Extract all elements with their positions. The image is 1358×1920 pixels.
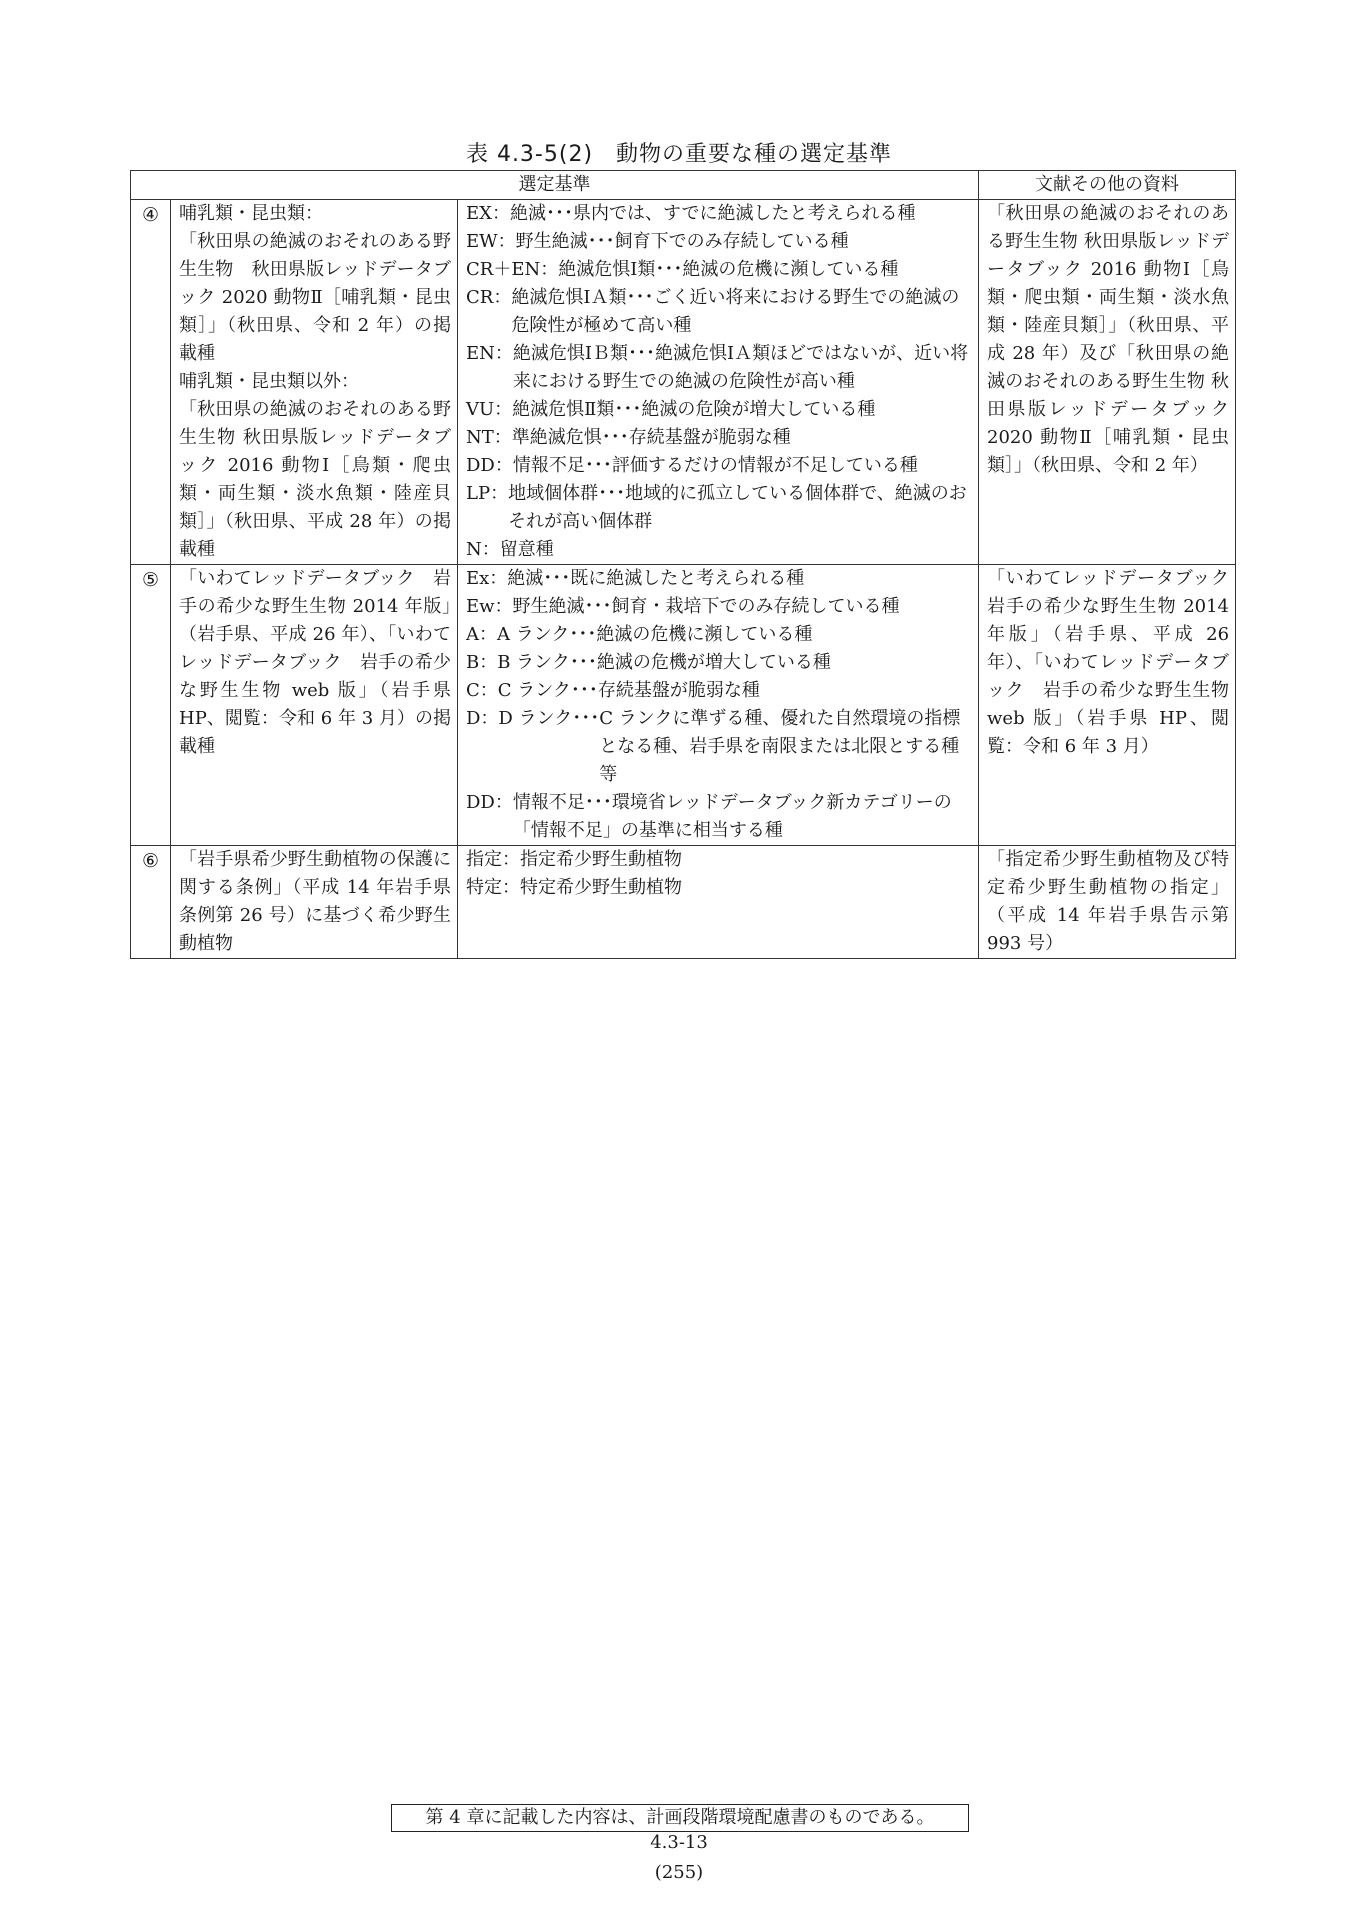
row-number: ⑥ [131, 846, 171, 959]
row-number: ④ [131, 200, 171, 565]
category-code: LP： [466, 483, 509, 504]
category-desc: 絶滅危惧Ⅰ類･･･絶滅の危機に瀕している種 [558, 259, 899, 280]
law-text: 哺乳類・昆虫類以外： [179, 371, 359, 392]
category-code: 特定： [466, 877, 520, 898]
category-code: C： [466, 680, 498, 701]
page-number: 4.3-13 [650, 1832, 708, 1853]
category-item [466, 256, 972, 284]
category-desc: 情報不足･･･評価するだけの情報が不足している種 [512, 455, 918, 476]
category-desc: 野生絶滅･･･飼育・栽培下でのみ存続している種 [512, 596, 900, 617]
category-item [466, 593, 972, 621]
table-row [131, 565, 1236, 846]
category-item [466, 536, 972, 564]
law-text: 「秋田県の絶滅のおそれのある野生生物 秋田県版レッドデータブック 2020 動物Ⅱ［哺乳類・昆虫類］」（秋田県、令和 2 年）の掲載種 [179, 231, 451, 364]
category-item [466, 874, 972, 902]
law-text: 「秋田県の絶滅のおそれのある野生生物 秋田県版レッドデータブック 2016 動物Ⅰ［鳥類・爬虫類・両生類・淡水魚類・陸産貝類］」（秋田県、平成 28 年）の掲載種 [179, 399, 451, 560]
category-desc: 準絶滅危惧･･･存続基盤が脆弱な種 [511, 427, 791, 448]
category-desc: 指定希少野生動植物 [520, 849, 682, 870]
category-code: DD： [466, 455, 513, 476]
reference-cell: 「指定希少野生動植物及び特定希少野生動植物の指定」（平成 14 年岩手県告示第 993 号） [979, 846, 1236, 959]
category-code: CR： [466, 287, 512, 308]
category-desc: A ランク･･･絶滅の危機に瀕している種 [497, 624, 813, 645]
row-number: ⑤ [131, 565, 171, 846]
table-title: 表 4.3-5(2) 動物の重要な種の選定基準 [465, 142, 893, 167]
category-desc: 絶滅･･･既に絶滅したと考えられる種 [507, 568, 805, 589]
table-header-row [131, 171, 1236, 200]
category-code: DD： [466, 792, 513, 813]
category-code: N： [466, 539, 500, 560]
category-item [466, 621, 972, 649]
law-text: 哺乳類・昆虫類： [179, 203, 323, 224]
category-desc: 情報不足･･･環境省レッドデータブック新カテゴリーの「情報不足」の基準に相当する種 [512, 792, 952, 841]
category-item [466, 396, 972, 424]
category-desc: 絶滅危惧ⅠＡ類･･･ごく近い将来における野生での絶滅の危険性が極めて高い種 [511, 287, 960, 336]
category-code: 指定： [466, 849, 520, 870]
law-cell [171, 200, 458, 565]
selection-criteria-table [130, 170, 1248, 959]
category-item [466, 284, 972, 340]
categories-cell [458, 565, 979, 846]
category-code: D：D ランク･･･ [466, 708, 600, 729]
category-item [466, 649, 972, 677]
category-code: EX： [466, 203, 510, 224]
category-code: NT： [466, 427, 512, 448]
category-desc: C ランク･･･存続基盤が脆弱な種 [497, 680, 760, 701]
table-row [131, 846, 1236, 959]
reference-cell: 「いわてレッドデータブック 岩手の希少な野生生物 2014 年版」（岩手県、平成 26 年）、「いわてレッドデータブック 岩手の希少な野生生物 web 版」（岩手県 HP、閲覧：令和 6 年 3 月） [979, 565, 1236, 846]
category-item [466, 565, 972, 593]
category-desc: 絶滅危惧Ⅱ類･･･絶滅の危険が増大している種 [512, 399, 876, 420]
category-item [466, 846, 972, 874]
category-item [466, 705, 972, 789]
category-code: EN： [466, 343, 513, 364]
category-item [466, 200, 972, 228]
category-code: A： [466, 624, 497, 645]
category-item [466, 228, 972, 256]
category-desc: 地域個体群･･･地域的に孤立している個体群で、絶滅のおそれが高い個体群 [508, 483, 967, 532]
category-code: B： [466, 652, 498, 673]
category-item [466, 677, 972, 705]
law-cell [171, 846, 458, 959]
category-code: Ew： [466, 596, 513, 617]
category-code: CR＋EN： [466, 259, 559, 280]
page-sequence: (255) [654, 1862, 704, 1883]
category-desc: 絶滅危惧ⅠＢ類･･･絶滅危惧ⅠＡ類ほどではないが、近い将来における野生での絶滅の危険性が高い種 [512, 343, 969, 392]
category-code: EW： [466, 231, 516, 252]
law-text: 「岩手県希少野生動植物の保護に関する条例」（平成 14 年岩手県条例第 26 号）に基づく希少野生動植物 [179, 849, 451, 954]
category-item [466, 789, 972, 845]
category-desc: 特定希少野生動植物 [520, 877, 682, 898]
header-references: 文献その他の資料 [979, 171, 1236, 200]
categories-cell [458, 846, 979, 959]
category-desc: 留意種 [499, 539, 554, 560]
footer-note: 第 4 章に記載した内容は、計画段階環境配慮書のものである。 [391, 1804, 969, 1832]
law-cell [171, 565, 458, 846]
category-code: Ex： [466, 568, 508, 589]
header-criteria: 選定基準 [131, 171, 979, 200]
reference-cell: 「秋田県の絶滅のおそれのある野生生物 秋田県版レッドデータブック 2016 動物Ⅰ［鳥類・爬虫類・両生類・淡水魚類・陸産貝類］」（秋田県、平成 28 年）及び「秋田県の絶滅のおそれのある野生生物 秋田県版レッドデータブック 2020 動物Ⅱ［哺乳類・昆虫類］」（秋田県、令和 2 年） [979, 200, 1236, 565]
category-item [466, 424, 972, 452]
law-text: 「いわてレッドデータブック 岩手の希少な野生生物 2014 年版」（岩手県、平成 26 年）、「いわてレッドデータブック 岩手の希少な野生生物 web 版」（岩手県 HP、閲覧：令和 6 年 3 月）の掲載種 [179, 568, 451, 757]
category-desc: 絶滅･･･県内では、すでに絶滅したと考えられる種 [509, 203, 916, 224]
category-item [466, 340, 972, 396]
category-desc: C ランクに準ずる種、優れた自然環境の指標となる種、岩手県を南限または北限とする種等 [599, 708, 961, 785]
category-code: VU： [466, 399, 513, 420]
category-item [466, 480, 972, 536]
categories-cell [458, 200, 979, 565]
category-desc: 野生絶滅･･･飼育下でのみ存続している種 [515, 231, 849, 252]
category-item [466, 452, 972, 480]
table-row [131, 200, 1236, 565]
category-desc: B ランク･･･絶滅の危機が増大している種 [497, 652, 831, 673]
